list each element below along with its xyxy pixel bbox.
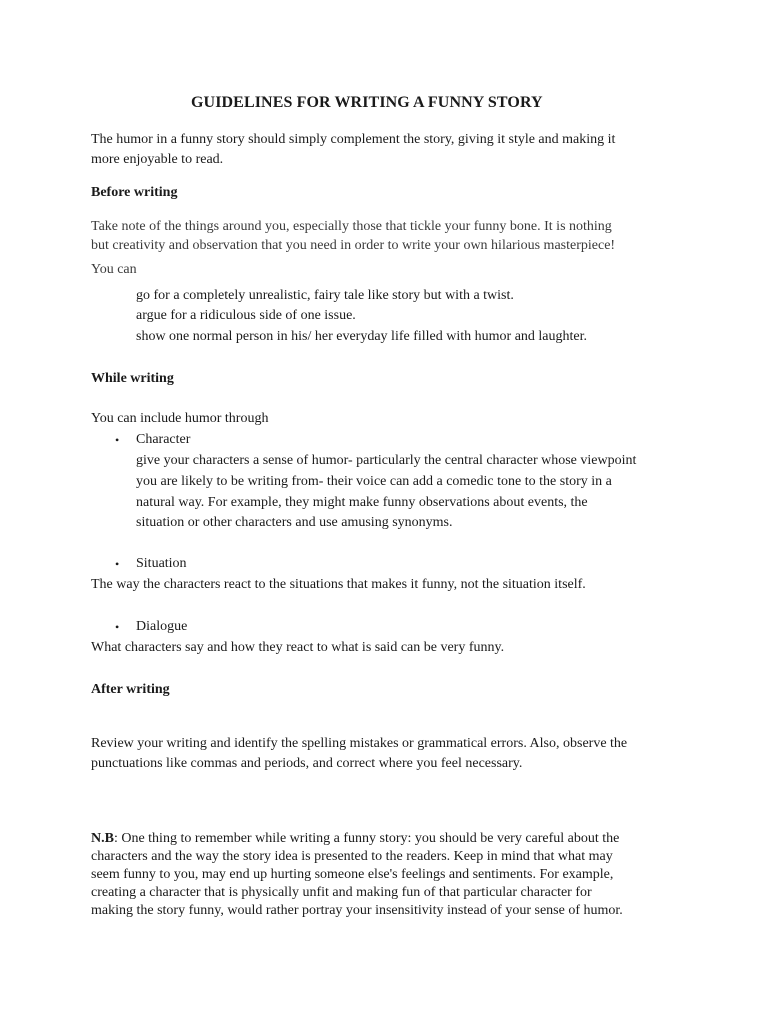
while-writing-heading: While writing	[91, 371, 174, 386]
while-intro: You can include humor through	[91, 411, 269, 426]
note-first-rest: : One thing to remember while writing a funny story: you should be very careful about the	[113, 831, 620, 846]
option-item-2: argue for a ridiculous side of one issue.	[136, 308, 356, 323]
page-title: GUIDELINES FOR WRITING A FUNNY STORY	[191, 94, 543, 111]
situation-label: Situation	[136, 556, 187, 571]
note-line-5: making the story funny, would rather portray your insensitivity instead of your sense of humor.	[91, 903, 623, 918]
intro-line-2: more enjoyable to read.	[91, 152, 224, 167]
situation-text: The way the characters react to the situations that makes it funny, not the situation itself.	[91, 577, 586, 592]
option-item-3: show one normal person in his/ her everyday life filled with humor and laughter.	[136, 329, 588, 344]
character-line-2: you are likely to be writing from- their voice can add a comedic tone to the story in a	[136, 474, 612, 489]
dialogue-text: What characters say and how they react to what is said can be very funny.	[91, 640, 505, 655]
note-line-1	[91, 829, 619, 849]
character-line-1: give your characters a sense of humor- particularly the central character whose viewpoint	[136, 453, 637, 468]
intro-line-1: The humor in a funny story should simply complement the story, giving it style and making it	[91, 132, 616, 147]
before-writing-heading: Before writing	[91, 185, 178, 200]
note-line-2: characters and the way the story idea is presented to the readers. Keep in mind that what may	[91, 849, 613, 864]
note-line-3: seem funny to you, may end up hurting someone else's feelings and sentiments. For example,	[91, 867, 614, 882]
option-item-1: go for a completely unrealistic, fairy tale like story but with a twist.	[136, 288, 514, 303]
you-can-label: You can	[91, 262, 137, 277]
note-label: N.B	[91, 831, 114, 846]
after-line-1: Review your writing and identify the spelling mistakes or grammatical errors. Also, observe the	[91, 736, 628, 751]
bullet-icon: •	[115, 433, 120, 447]
character-line-3: natural way. For example, they might make funny observations about events, the	[136, 495, 588, 510]
after-writing-heading: After writing	[91, 682, 170, 697]
dialogue-label: Dialogue	[136, 619, 188, 634]
before-para-line-2: but creativity and observation that you need in order to write your own hilarious masterpiece!	[91, 238, 616, 253]
character-line-4: situation or other characters and use amusing synonyms.	[136, 515, 453, 530]
after-line-2: punctuations like commas and periods, and correct where you feel necessary.	[91, 756, 523, 771]
bullet-icon: •	[115, 557, 120, 571]
bullet-icon: •	[115, 620, 120, 634]
note-line-4: creating a character that is physically unfit and making fun of that particular character for	[91, 885, 592, 900]
before-para-line-1: Take note of the things around you, especially those that tickle your funny bone. It is nothing	[91, 219, 612, 234]
character-label: Character	[136, 432, 191, 447]
